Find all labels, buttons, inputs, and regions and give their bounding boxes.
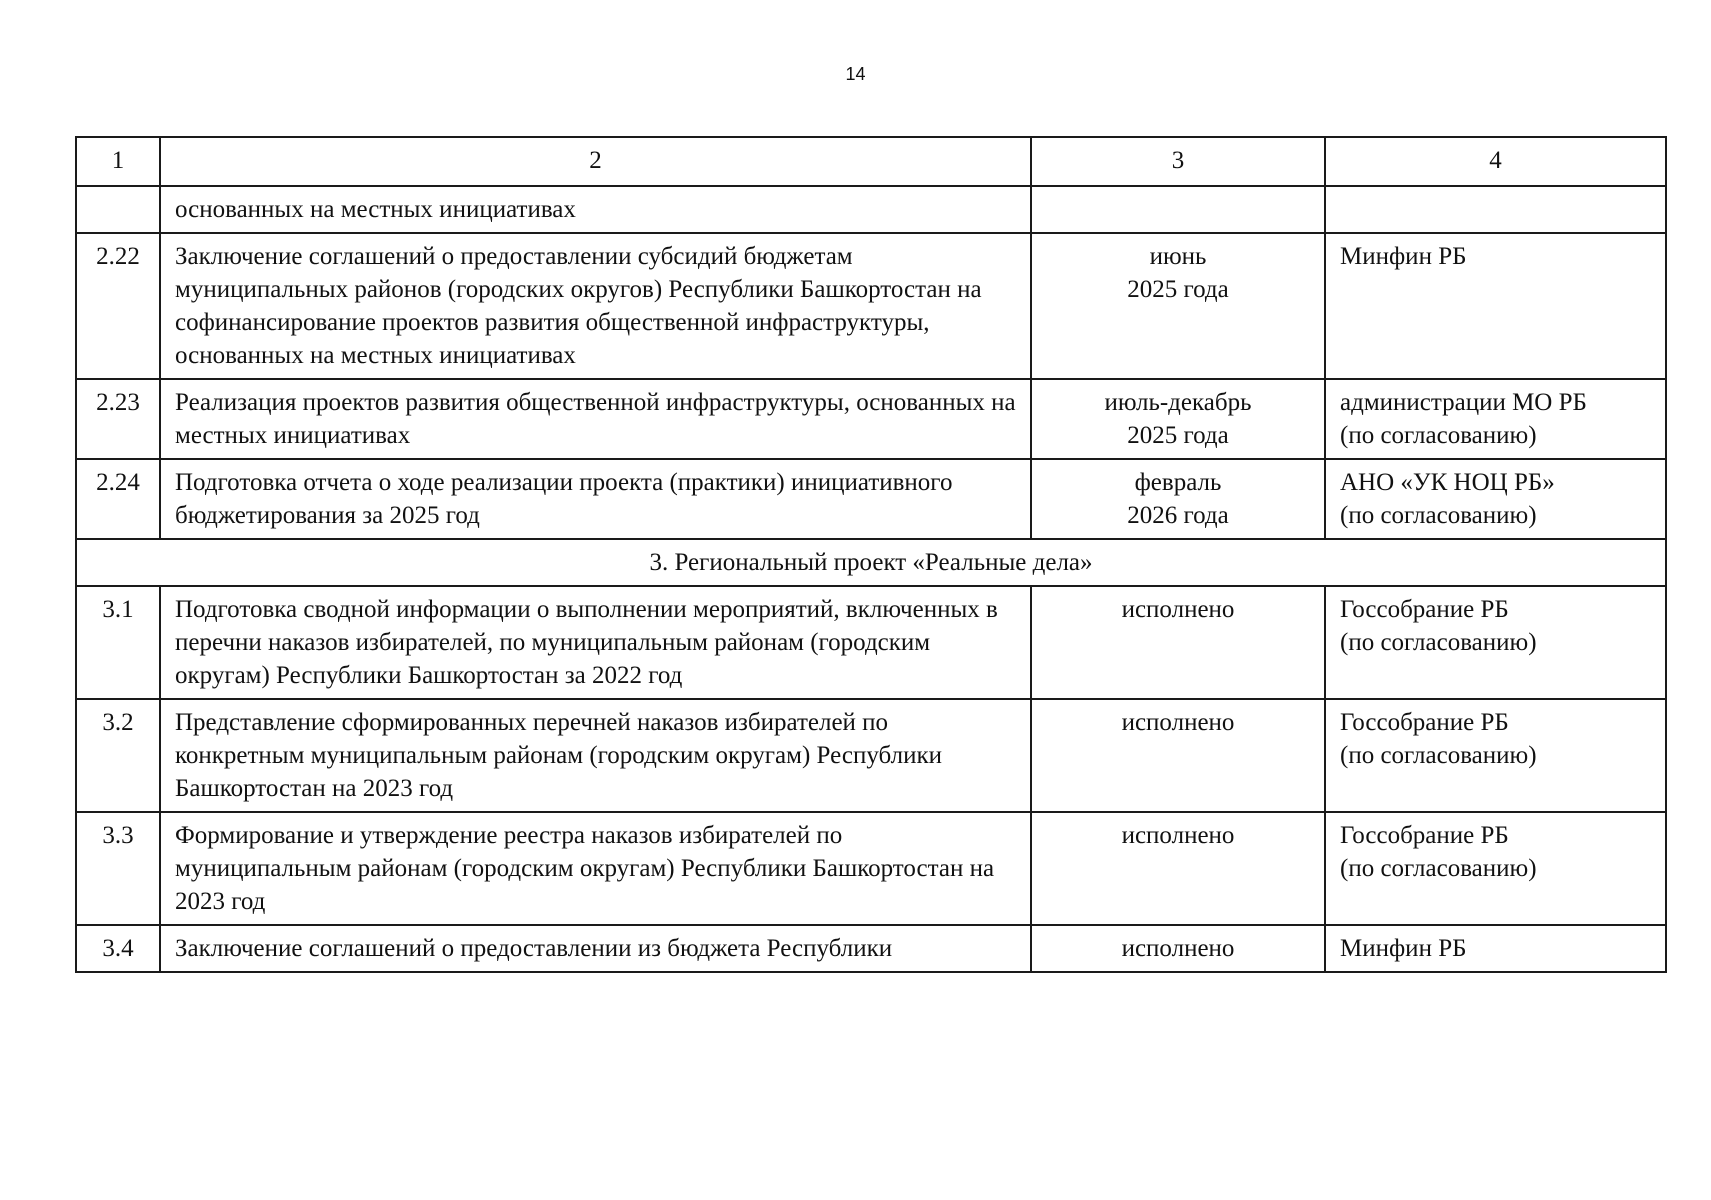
table-row <box>76 186 1666 233</box>
page-number: 14 <box>845 64 866 84</box>
column-header: 3 <box>1031 137 1325 186</box>
row-responsible <box>1325 586 1666 699</box>
table-row <box>76 233 1666 379</box>
row-responsible <box>1325 459 1666 539</box>
responsible-line: (по согласованию) <box>1340 629 1537 656</box>
row-description: основанных на местных инициативах <box>160 186 1031 233</box>
row-responsible <box>1325 186 1666 233</box>
responsible-line: Минфин РБ <box>1340 243 1467 270</box>
responsible-line: Минфин РБ <box>1340 935 1467 962</box>
responsible-line: Госсобрание РБ <box>1340 822 1509 849</box>
row-description: Реализация проектов развития общественной инфраструктуры, основанных на местных инициативах <box>160 379 1031 459</box>
row-description: Заключение соглашений о предоставлении из бюджета Республики <box>160 925 1031 972</box>
row-number: 3.2 <box>76 699 160 812</box>
action-plan-table <box>75 136 1667 973</box>
row-deadline <box>1031 459 1325 539</box>
column-header: 4 <box>1325 137 1666 186</box>
row-deadline <box>1031 586 1325 699</box>
row-description: Представление сформированных перечней наказов избирателей по конкретным муниципальным районам (городским округам) Республики Башкортостан на 2023 год <box>160 699 1031 812</box>
responsible-line: Госсобрание РБ <box>1340 596 1509 623</box>
column-header: 1 <box>76 137 160 186</box>
row-responsible <box>1325 925 1666 972</box>
deadline-line: февраль <box>1134 469 1222 496</box>
table-row <box>76 459 1666 539</box>
row-number: 2.23 <box>76 379 160 459</box>
table-row <box>76 586 1666 699</box>
deadline-line: исполнено <box>1121 822 1235 849</box>
responsible-line: АНО «УК НОЦ РБ» <box>1340 469 1555 496</box>
row-responsible <box>1325 812 1666 925</box>
row-number: 3.1 <box>76 586 160 699</box>
deadline-line: исполнено <box>1121 709 1235 736</box>
row-description: Заключение соглашений о предоставлении субсидий бюджетам муниципальных районов (городских округов) Республики Башкортостан на софинансирование проектов развития общественной инфраструктуры, основанных на местных инициативах <box>160 233 1031 379</box>
table-row <box>76 379 1666 459</box>
deadline-line: июнь <box>1149 243 1207 270</box>
column-header: 2 <box>160 137 1031 186</box>
deadline-line: 2025 года <box>1127 422 1229 449</box>
row-deadline <box>1031 699 1325 812</box>
row-number: 2.24 <box>76 459 160 539</box>
table-row <box>76 812 1666 925</box>
row-description: Подготовка отчета о ходе реализации проекта (практики) инициативного бюджетирования за 2025 год <box>160 459 1031 539</box>
deadline-line: 2025 года <box>1127 276 1229 303</box>
section-header-row <box>76 539 1666 586</box>
row-number <box>76 186 160 233</box>
row-number: 3.3 <box>76 812 160 925</box>
row-responsible <box>1325 699 1666 812</box>
row-number: 3.4 <box>76 925 160 972</box>
deadline-line: исполнено <box>1121 935 1235 962</box>
row-deadline <box>1031 379 1325 459</box>
table-row <box>76 699 1666 812</box>
responsible-line: администрации МО РБ <box>1340 389 1587 416</box>
deadline-line: 2026 года <box>1127 502 1229 529</box>
responsible-line: (по согласованию) <box>1340 502 1537 529</box>
responsible-line: (по согласованию) <box>1340 742 1537 769</box>
row-deadline <box>1031 186 1325 233</box>
deadline-line: июль-декабрь <box>1104 389 1252 416</box>
responsible-line: (по согласованию) <box>1340 422 1537 449</box>
row-deadline <box>1031 233 1325 379</box>
column-number-row <box>76 137 1666 186</box>
row-deadline <box>1031 925 1325 972</box>
responsible-line: (по согласованию) <box>1340 855 1537 882</box>
row-number: 2.22 <box>76 233 160 379</box>
table-row <box>76 925 1666 972</box>
responsible-line: Госсобрание РБ <box>1340 709 1509 736</box>
row-responsible <box>1325 233 1666 379</box>
section-title: 3. Региональный проект «Реальные дела» <box>76 539 1666 586</box>
row-description: Формирование и утверждение реестра наказов избирателей по муниципальным районам (городским округам) Республики Башкортостан на 2023 год <box>160 812 1031 925</box>
row-description: Подготовка сводной информации о выполнении мероприятий, включенных в перечни наказов избирателей, по муниципальным районам (городским округам) Республики Башкортостан за 2022 год <box>160 586 1031 699</box>
deadline-line: исполнено <box>1121 596 1235 623</box>
row-deadline <box>1031 812 1325 925</box>
row-responsible <box>1325 379 1666 459</box>
